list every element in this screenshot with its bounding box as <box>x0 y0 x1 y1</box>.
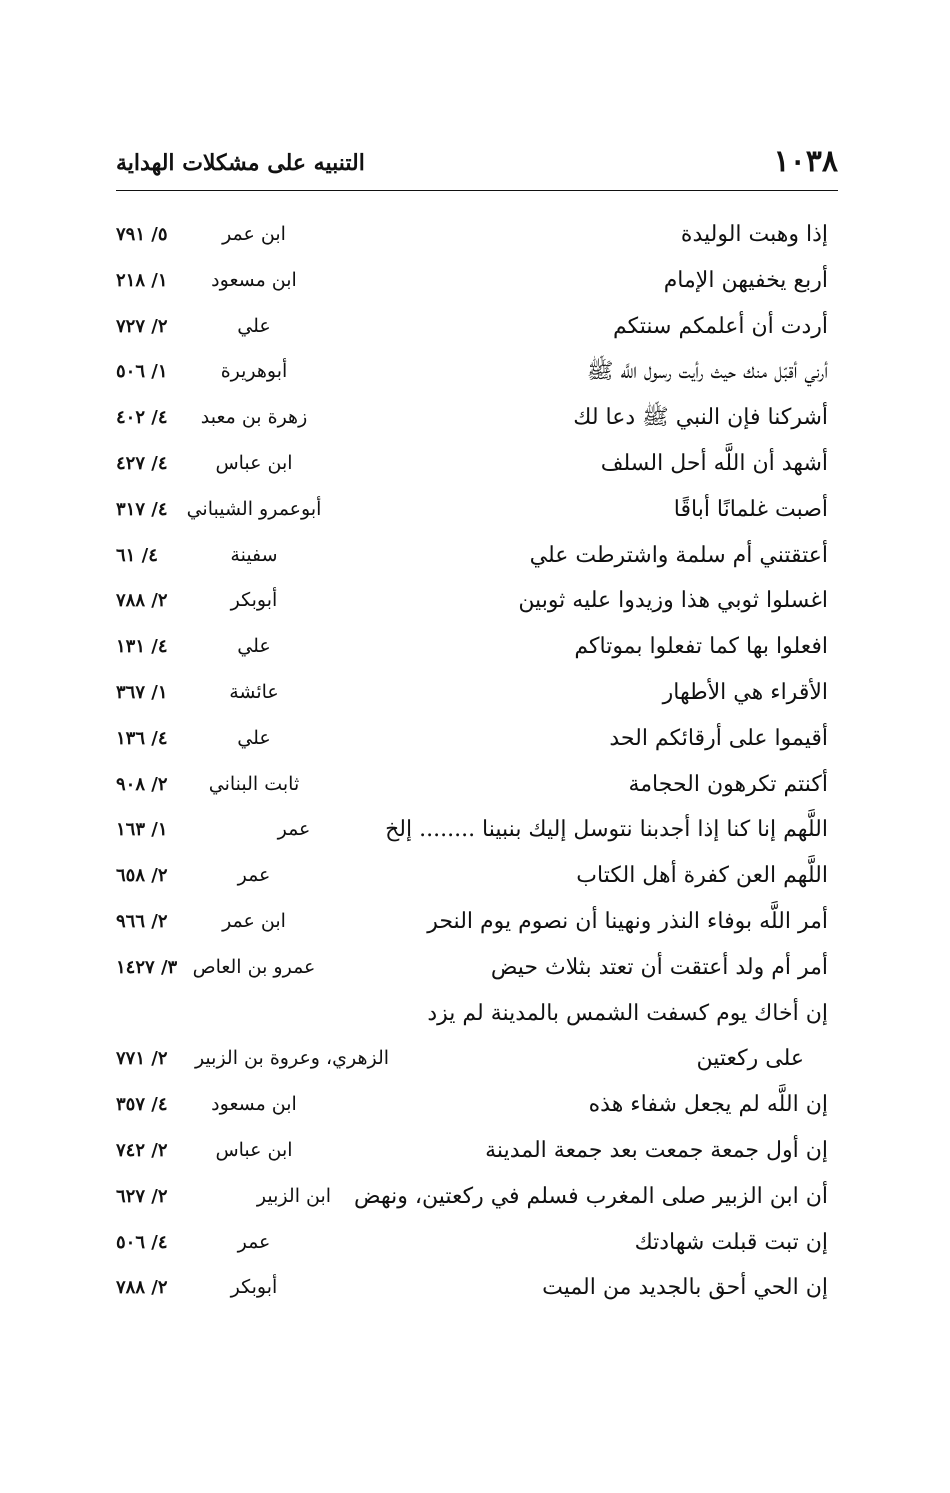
narrator: علي <box>237 726 271 749</box>
hadith-text: أمر اللَّه بوفاء النذر ونهينا أن نصوم يوم النحر <box>427 908 828 934</box>
volume-page-ref: ٤/ ٤٢٧ <box>116 452 168 474</box>
narrator: أبوعمرو الشيباني <box>186 497 322 520</box>
list-item <box>116 1174 828 1220</box>
hadith-text: أرني أقبّل منك حيث رأيت رسول اللَّه ﷺ <box>586 359 828 385</box>
hadith-text: إن أول جمعة جمعت بعد جمعة المدينة <box>485 1137 828 1163</box>
hadith-text: افعلوا بها كما تفعلوا بموتاكم <box>574 634 828 660</box>
hadith-text: إن تبت قبلت شهادتك <box>634 1229 828 1255</box>
hadith-text: أشهد أن اللَّه أحل السلف <box>600 450 828 476</box>
hadith-text: أصبت غلمانًا أباقًا <box>673 496 828 522</box>
volume-page-ref: ٢/ ٧٧١ <box>116 1048 168 1070</box>
list-item <box>116 1036 828 1082</box>
volume-page-ref: ٤/ ١٣٦ <box>116 727 168 749</box>
list-item <box>116 1220 828 1266</box>
page-number: ١٠٣٨ <box>773 144 838 179</box>
list-item <box>116 899 828 945</box>
narrator: علي <box>237 635 271 658</box>
list-item <box>116 1082 828 1128</box>
list-item <box>116 624 828 670</box>
list-item <box>116 1265 828 1311</box>
list-item <box>116 1128 828 1174</box>
hadith-text: إن اللَّه لم يجعل شفاء هذه <box>588 1092 828 1118</box>
hadith-text: إذا وهبت الوليدة <box>680 222 828 247</box>
hadith-text: أردت أن أعلمكم سنتكم <box>612 313 828 339</box>
list-item <box>116 945 828 991</box>
page-header <box>116 138 838 188</box>
volume-page-ref: ٥/ ٧٩١ <box>116 224 168 245</box>
volume-page-ref: ٤/ ٣٥٧ <box>116 1094 168 1116</box>
list-item <box>116 578 828 624</box>
volume-page-ref: ٢/ ٦٢٧ <box>116 1185 168 1207</box>
hadith-text: اللَّهم العن كفرة أهل الكتاب <box>576 863 828 889</box>
hadith-text: أربع يخفيهن الإمام <box>663 267 828 293</box>
narrator: ابن عباس <box>215 451 293 474</box>
volume-page-ref: ٤/ ٤٠٢ <box>116 407 168 429</box>
volume-page-ref: ٢/ ٦٥٨ <box>116 865 168 887</box>
narrator: علي <box>237 314 271 337</box>
volume-page-ref: ١/ ٣٦٧ <box>116 681 168 703</box>
volume-page-ref: ١/ ٥٠٦ <box>116 361 168 383</box>
list-item <box>116 670 828 716</box>
list-item <box>116 258 828 304</box>
list-item <box>116 395 828 441</box>
hadith-text: أشركنا فإن النبي ﷺ دعا لك <box>573 405 828 431</box>
hadith-index-list <box>116 212 828 1311</box>
list-item <box>116 533 828 579</box>
narrator: ابن مسعود <box>211 268 297 291</box>
volume-page-ref: ١/ ١٦٣ <box>116 819 168 841</box>
hadith-text: أكنتم تكرهون الحجامة <box>628 771 828 797</box>
volume-page-ref: ٢/ ٩٦٦ <box>116 910 168 932</box>
hadith-text: اغسلوا ثوبي هذا وزيدوا عليه ثوبين <box>518 588 828 614</box>
hadith-text: إن أخاك يوم كسفت الشمس بالمدينة لم يزد <box>427 1000 828 1026</box>
volume-page-ref: ٤/ ٦١ <box>116 544 158 566</box>
hadith-text: أعتقتني أم سلمة واشترطت علي <box>529 542 828 568</box>
narrator: ابن عمر <box>222 223 286 245</box>
narrator: ابن عباس <box>215 1138 293 1161</box>
volume-page-ref: ٢/ ٧٨٨ <box>116 590 168 612</box>
volume-page-ref: ٣/ ١٤٢٧ <box>116 956 178 978</box>
list-item <box>116 762 828 808</box>
hadith-text: إن الحي أحق بالجديد من الميت <box>542 1275 828 1301</box>
list-item <box>116 304 828 350</box>
volume-page-ref: ٤/ ٥٠٦ <box>116 1231 168 1253</box>
list-item <box>116 716 828 762</box>
header-divider <box>116 190 838 191</box>
volume-page-ref: ٤/ ٣١٧ <box>116 498 168 520</box>
list-item <box>116 441 828 487</box>
narrator: عائشة <box>229 680 279 703</box>
hadith-text: الأقراء هي الأطهار <box>662 679 828 705</box>
list-item <box>116 487 828 533</box>
narrator: ابن مسعود <box>211 1093 297 1116</box>
hadith-text: على ركعتين <box>696 1046 804 1072</box>
hadith-text: أن ابن الزبير صلى المغرب فسلم في ركعتين، ونهض <box>354 1183 828 1209</box>
narrator: عمرو بن العاص <box>192 955 316 978</box>
list-item <box>116 212 828 258</box>
narrator: أبوهريرة <box>220 360 288 383</box>
narrator: ثابت البناني <box>208 772 300 795</box>
volume-page-ref: ٢/ ٧٢٧ <box>116 315 168 337</box>
volume-page-ref: ٢/ ٧٨٨ <box>116 1277 168 1299</box>
narrator: سفينة <box>230 543 278 566</box>
list-item <box>116 807 828 853</box>
hadith-text: أقيموا على أرقائكم الحد <box>609 725 828 751</box>
narrator: الزهري، وعروة بن الزبير <box>194 1047 390 1070</box>
narrator: أبوبكر <box>230 1276 278 1299</box>
narrator: أبوبكر <box>230 589 278 612</box>
narrator: ابن الزبير <box>256 1184 332 1207</box>
list-item <box>116 991 828 1037</box>
narrator: عمر <box>277 818 311 841</box>
volume-page-ref: ٢/ ٧٤٢ <box>116 1139 168 1161</box>
narrator: زهرة بن معبد <box>200 406 308 429</box>
narrator: عمر <box>237 1230 271 1253</box>
volume-page-ref: ٤/ ١٣١ <box>116 636 168 658</box>
volume-page-ref: ٢/ ٩٠٨ <box>116 773 168 795</box>
list-item <box>116 349 828 395</box>
running-title: التنبيه على مشكلات الهداية <box>116 150 365 176</box>
narrator: ابن عمر <box>222 909 286 932</box>
hadith-text: أمر أم ولد أعتقت أن تعتد بثلاث حيض <box>490 954 828 980</box>
list-item <box>116 853 828 899</box>
narrator: عمر <box>237 864 271 887</box>
hadith-text: اللَّهم إنا كنا إذا أجدبنا نتوسل إليك بنبينا ........ إلخ <box>385 817 828 843</box>
volume-page-ref: ١/ ٢١٨ <box>116 269 168 291</box>
